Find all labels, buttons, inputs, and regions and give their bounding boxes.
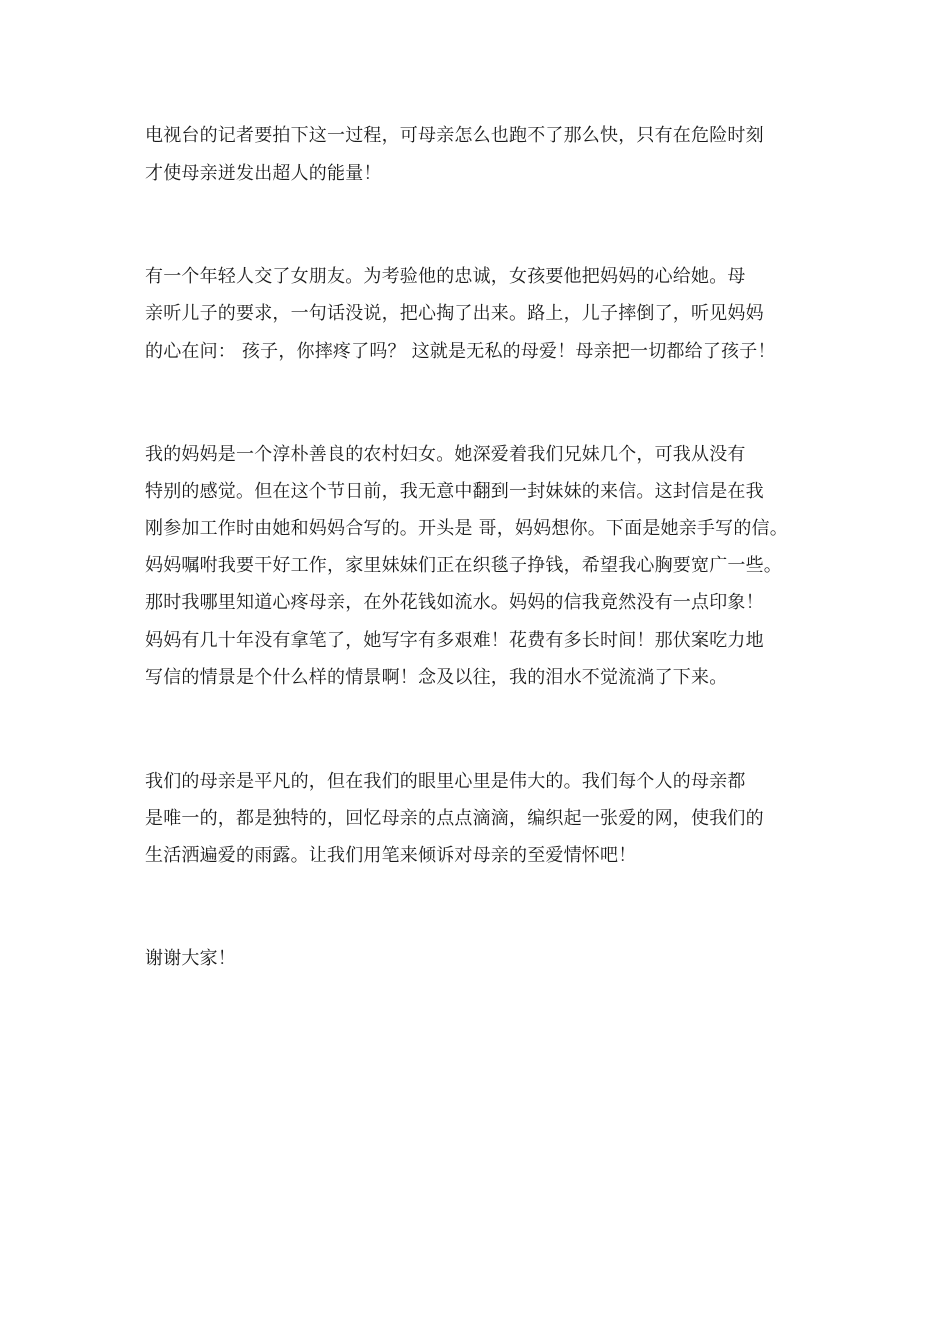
text-line: 刚参加工作时由她和妈妈合写的。开头是 哥，妈妈想你。下面是她亲手写的信。 [145, 518, 788, 539]
text-line: 是唯一的，都是独特的，回忆母亲的点点滴滴，编织起一张爱的网，使我们的 [145, 808, 764, 829]
text-line: 妈妈嘱咐我要干好工作，家里妹妹们正在织毯子挣钱，希望我心胸要宽广一些。 [145, 555, 782, 576]
text-line: 我们的母亲是平凡的，但在我们的眼里心里是伟大的。我们每个人的母亲都 [145, 771, 746, 792]
text-line: 生活洒遍爱的雨露。让我们用笔来倾诉对母亲的至爱情怀吧！ [145, 845, 637, 866]
text-line: 那时我哪里知道心疼母亲，在外花钱如流水。妈妈的信我竟然没有一点印象！ [145, 592, 764, 613]
text-line: 写信的情景是个什么样的情景啊！念及以往，我的泪水不觉流淌了下来。 [145, 667, 728, 688]
text-line: 妈妈有几十年没有拿笔了，她写字有多艰难！花费有多长时间！那伏案吃力地 [145, 630, 764, 651]
text-line: 谢谢大家！ [145, 948, 236, 969]
text-line: 才使母亲迸发出超人的能量！ [145, 163, 382, 184]
text-line: 的心在问： 孩子，你摔疼了吗？ 这就是无私的母爱！母亲把一切都给了孩子！ [145, 341, 776, 362]
text-line: 电视台的记者要拍下这一过程，可母亲怎么也跑不了那么快，只有在危险时刻 [145, 125, 764, 146]
text-line: 特别的感觉。但在这个节日前，我无意中翻到一封妹妹的来信。这封信是在我 [145, 481, 764, 502]
text-line: 我的妈妈是一个淳朴善良的农村妇女。她深爱着我们兄妹几个，可我从没有 [145, 444, 746, 465]
text-line: 有一个年轻人交了女朋友。为考验他的忠诚，女孩要他把妈妈的心给她。母 [145, 266, 746, 287]
text-line: 亲听儿子的要求，一句话没说，把心掏了出来。路上，儿子摔倒了，听见妈妈 [145, 303, 764, 324]
